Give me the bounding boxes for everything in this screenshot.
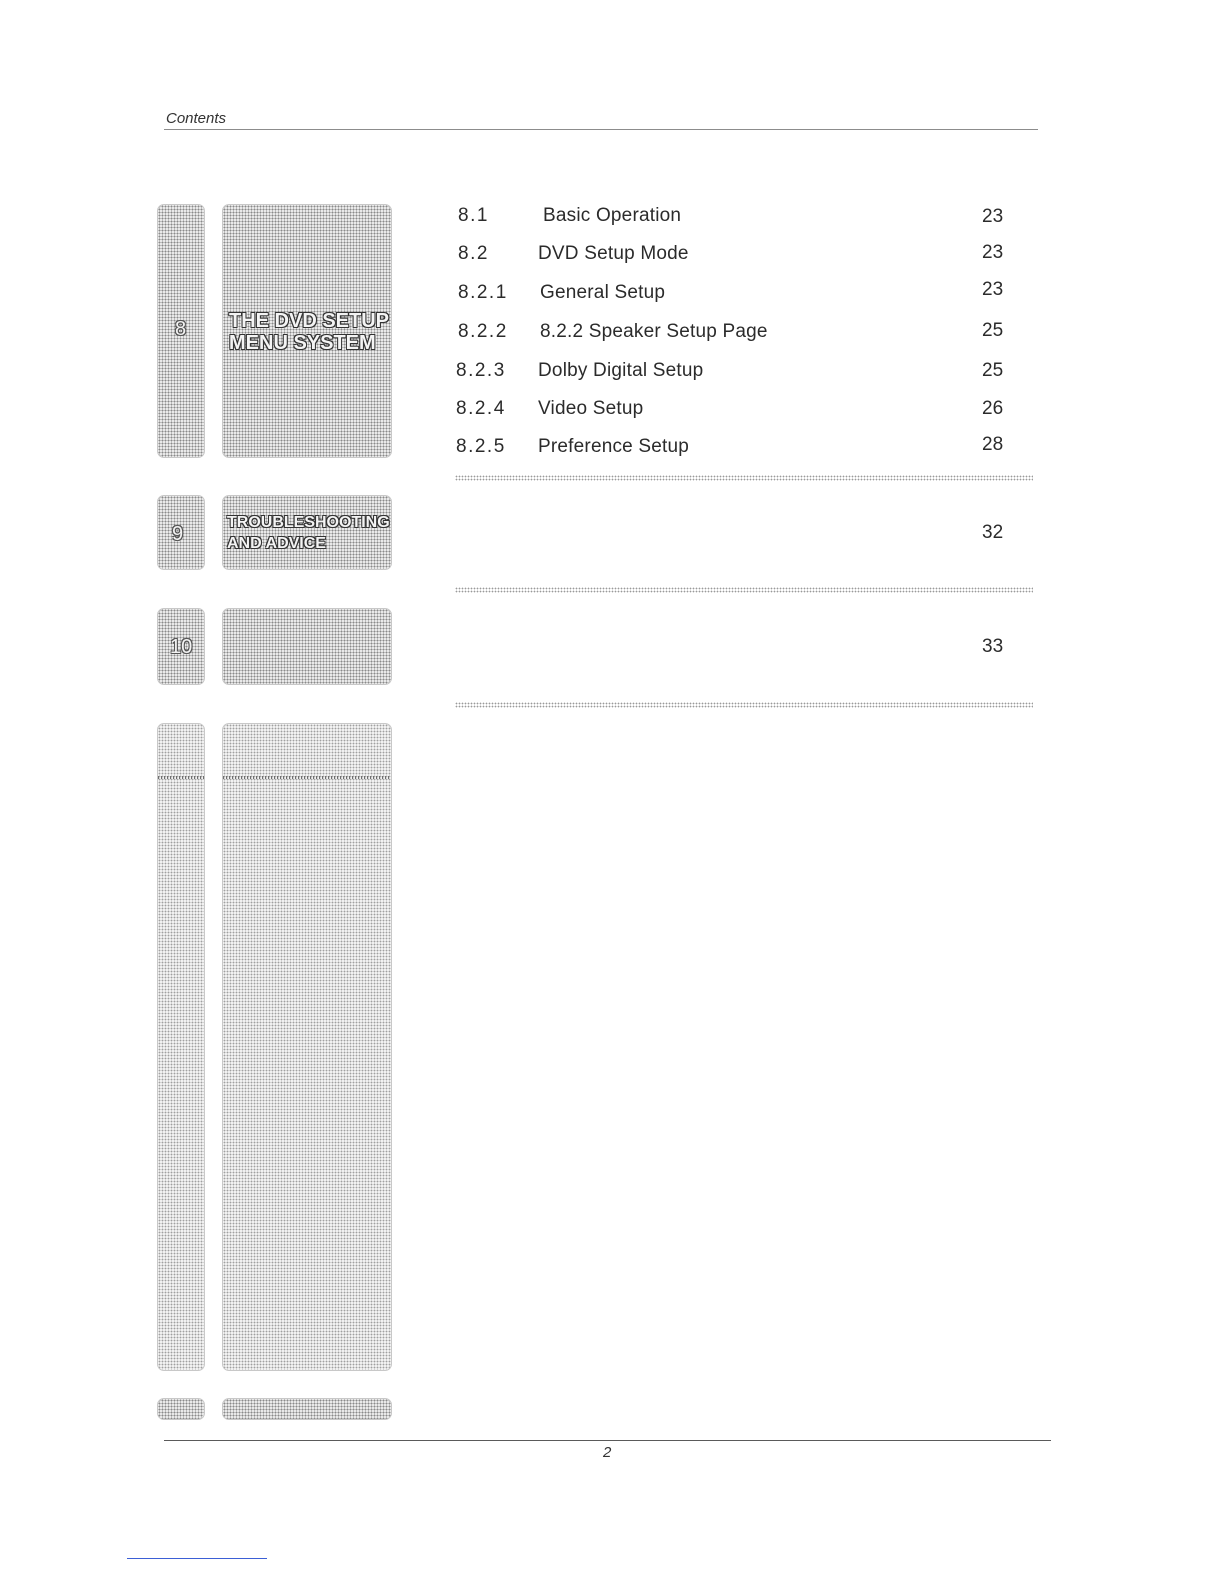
toc-entry-page: 28 (982, 434, 1004, 455)
toc-entry-title: DVD Setup Mode (538, 243, 689, 264)
chapter-10-page: 33 (982, 636, 1004, 657)
toc-entry-number: 8.2.4 (456, 398, 506, 419)
chapter-9-page: 32 (982, 522, 1004, 543)
toc-entry-page: 23 (982, 206, 1004, 227)
chapter-10-number-tab (157, 608, 205, 685)
chapter-8-title-tab (222, 204, 392, 458)
toc-entry-title: 8.2.2 Speaker Setup Page (540, 321, 768, 342)
toc-entry-title: Video Setup (538, 398, 644, 419)
toc-entry-page: 25 (982, 360, 1004, 381)
bottom-title-tab (222, 1398, 392, 1420)
chapter-9-number-tab (157, 495, 205, 570)
toc-entry-page: 23 (982, 279, 1004, 300)
chapter-9-title-line2: AND ADVICE (227, 535, 326, 552)
bottom-number-tab (157, 1398, 205, 1420)
toc-entry-number: 8.2.1 (458, 282, 508, 303)
chapter-8-title-line2: MENU SYSTEM (229, 332, 376, 354)
toc-entry-number: 8.1 (458, 205, 489, 226)
chapter-9-number: 9 (172, 523, 184, 545)
footer-rule (164, 1440, 1051, 1441)
toc-entry-title: General Setup (540, 282, 666, 303)
toc-entry-number: 8.2.2 (458, 321, 508, 342)
toc-entry-page: 25 (982, 320, 1004, 341)
chapter-9-title-tab (222, 495, 392, 570)
toc-entry-title: Preference Setup (538, 436, 690, 457)
chapter-9-title-line1: TROUBLESHOOTING (227, 514, 390, 531)
toc-entry-number: 8.2.3 (456, 360, 506, 381)
empty-number-tab (157, 723, 205, 1371)
section-separator (455, 587, 1033, 593)
toc-entry-page: 26 (982, 398, 1004, 419)
running-header: Contents (166, 110, 227, 127)
toc-entry-number: 8.2 (458, 243, 489, 264)
chapter-10-number: 10 (170, 636, 193, 658)
toc-entry-number: 8.2.5 (456, 436, 506, 457)
section-separator (455, 702, 1033, 708)
header-rule (164, 129, 1038, 130)
toc-entry-title: Basic Operation (543, 205, 682, 226)
link-underline (127, 1558, 267, 1559)
chapter-8-title-line1: THE DVD SETUP (229, 310, 390, 332)
chapter-8-number: 8 (175, 318, 187, 340)
empty-title-tab (222, 723, 392, 1371)
toc-entry-page: 23 (982, 242, 1004, 263)
page-number: 2 (603, 1444, 612, 1461)
toc-entry-title: Dolby Digital Setup (538, 360, 704, 381)
chapter-10-title-tab (222, 608, 392, 685)
section-separator (455, 475, 1033, 481)
chapter-8-number-tab (157, 204, 205, 458)
